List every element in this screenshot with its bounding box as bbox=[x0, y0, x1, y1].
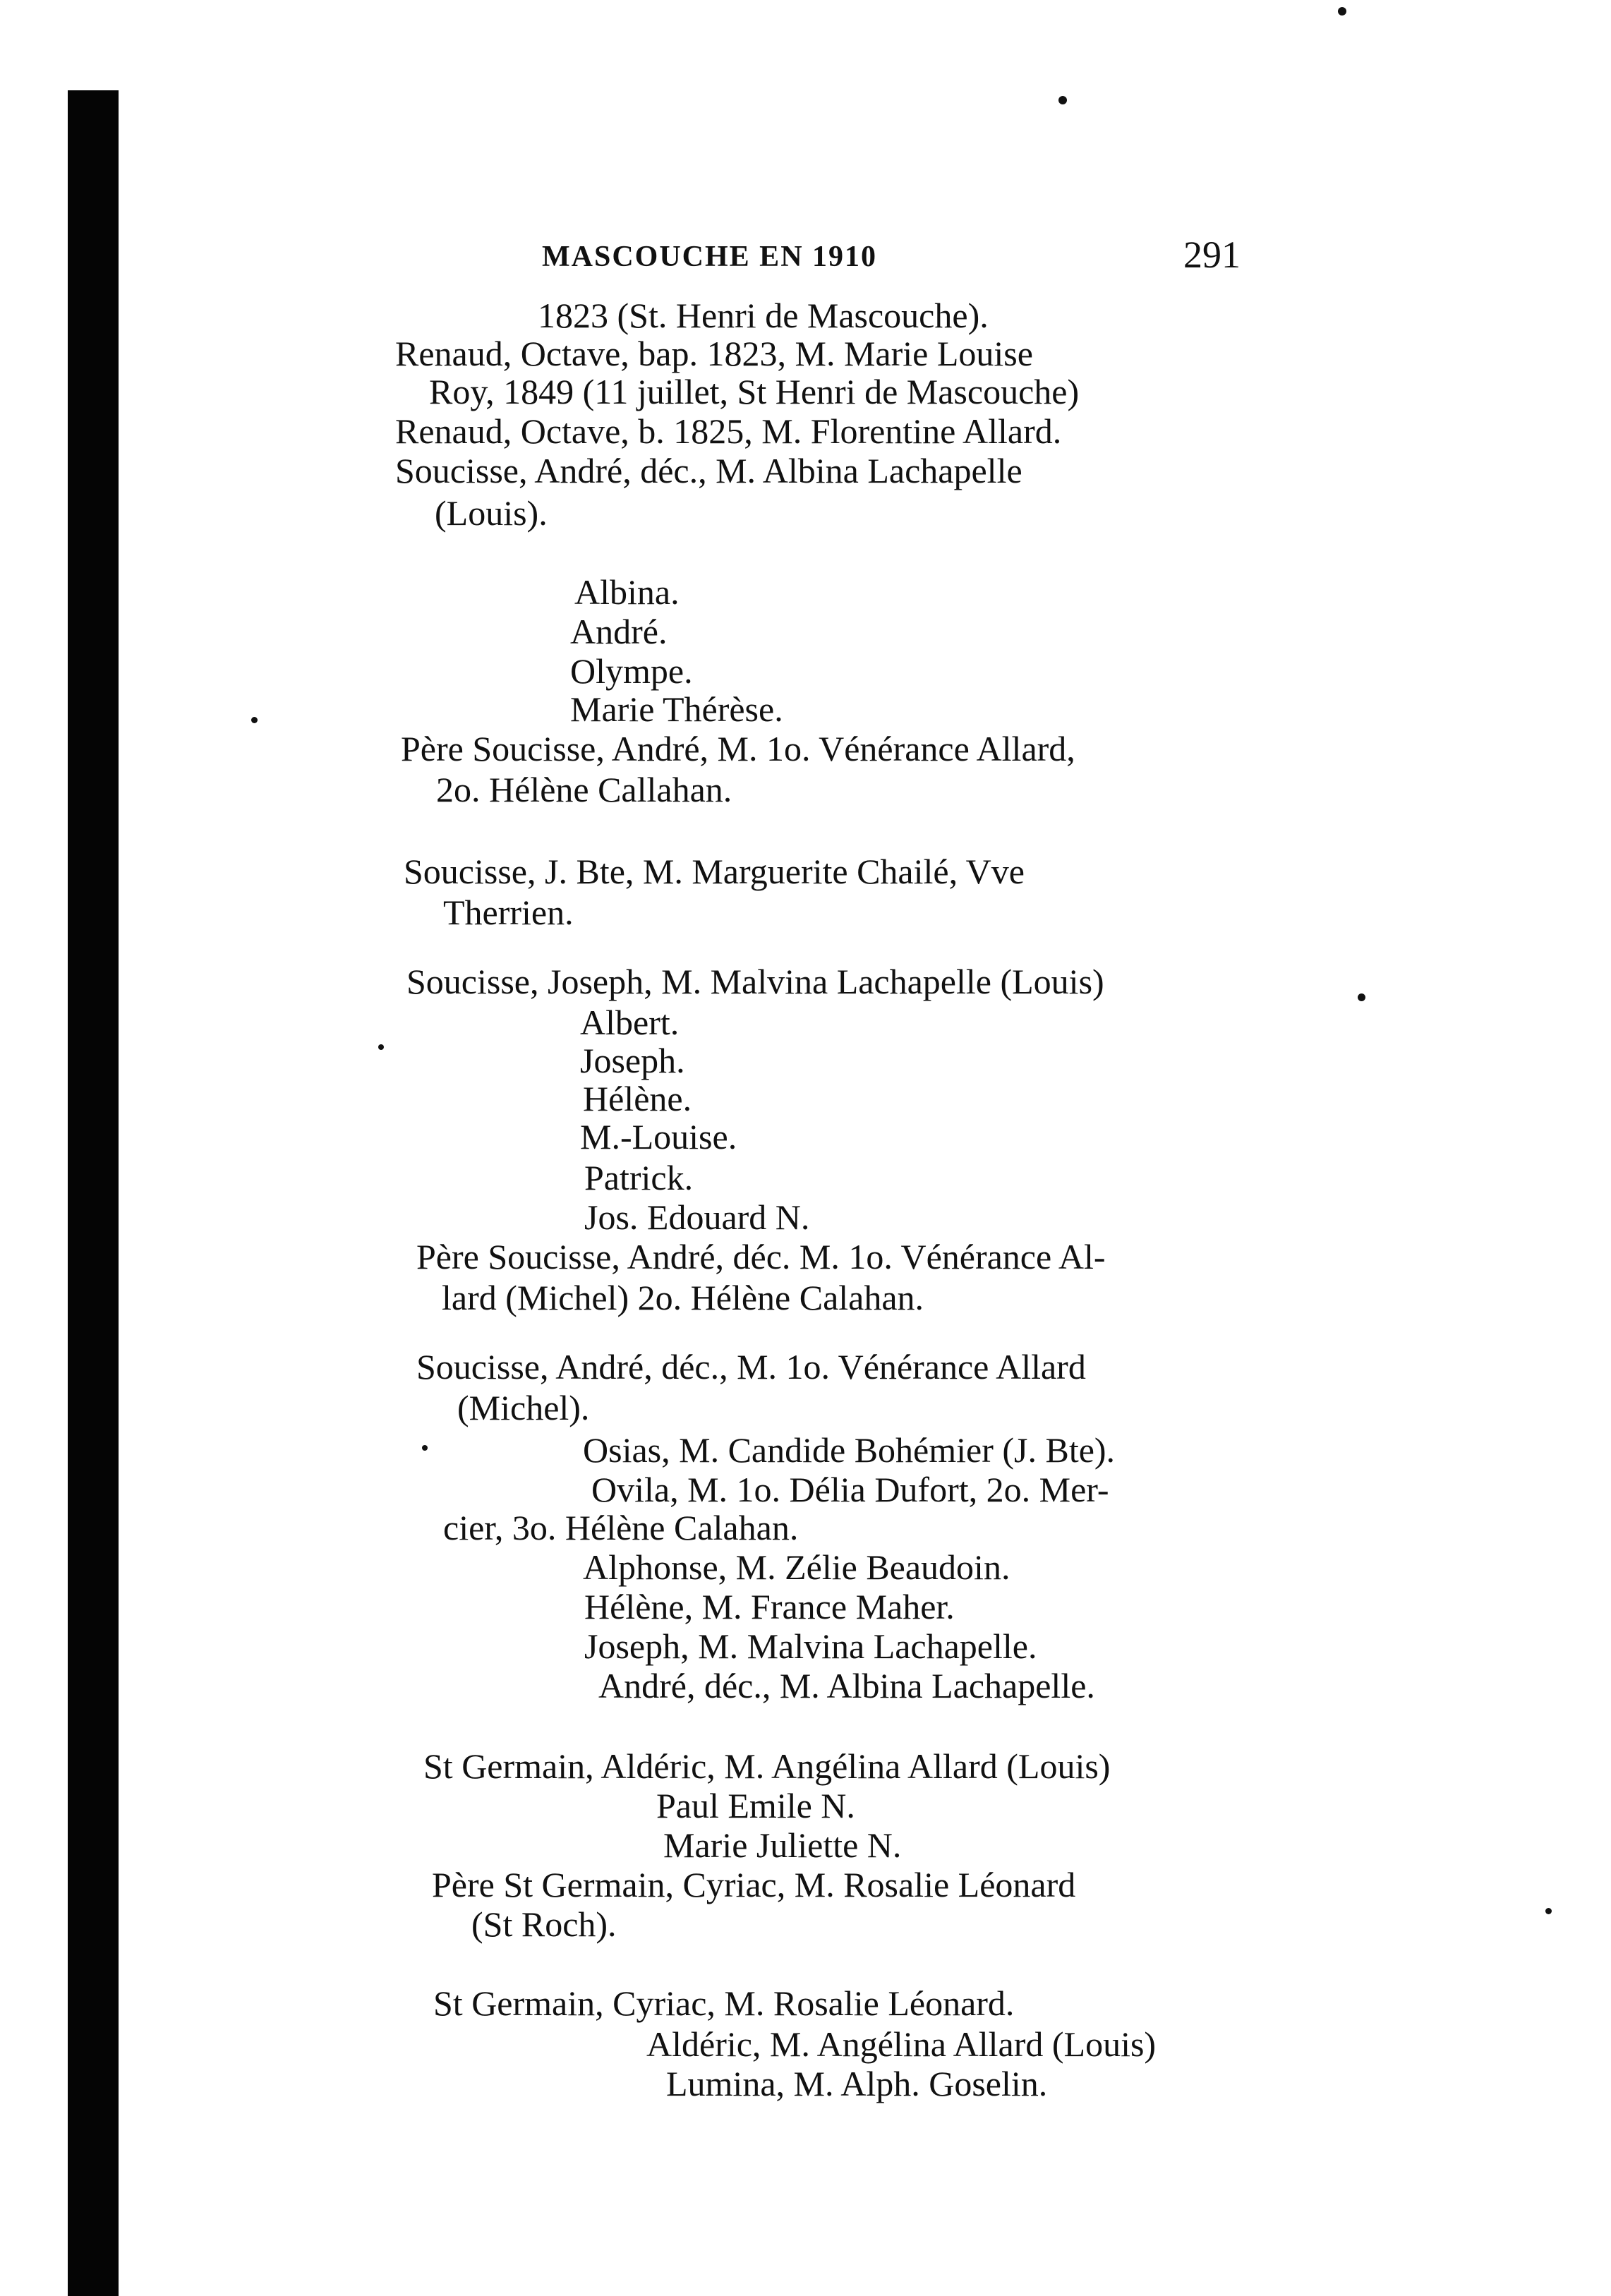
text-line: (Michel). bbox=[457, 1388, 590, 1427]
page-number: 291 bbox=[1183, 234, 1241, 276]
scan-speck bbox=[1545, 1908, 1552, 1914]
text-line: (Louis). bbox=[435, 493, 548, 533]
text-line: Soucisse, André, déc., M. Albina Lachapelle bbox=[395, 451, 1022, 490]
text-line: Renaud, Octave, bap. 1823, M. Marie Louise bbox=[395, 334, 1033, 373]
text-line: Hélène, M. France Maher. bbox=[584, 1587, 955, 1626]
text-line: Soucisse, Joseph, M. Malvina Lachapelle (Louis) bbox=[406, 962, 1104, 1001]
binding-edge-shadow bbox=[68, 90, 119, 2296]
text-line: Père Soucisse, André, déc. M. 1o. Vénérance Al- bbox=[416, 1237, 1106, 1276]
text-line: 1823 (St. Henri de Mascouche). bbox=[538, 296, 989, 335]
text-line: Père St Germain, Cyriac, M. Rosalie Léonard bbox=[432, 1865, 1076, 1904]
text-line: Soucisse, J. Bte, M. Marguerite Chailé, Vve bbox=[404, 852, 1025, 891]
text-line: Lumina, M. Alph. Goselin. bbox=[666, 2064, 1048, 2103]
text-line: lard (Michel) 2o. Hélène Calahan. bbox=[442, 1278, 924, 1317]
text-line: St Germain, Aldéric, M. Angélina Allard (Louis) bbox=[423, 1746, 1111, 1786]
text-line: Ovila, M. 1o. Délia Dufort, 2o. Mer- bbox=[591, 1470, 1109, 1509]
text-line: Joseph, M. Malvina Lachapelle. bbox=[584, 1626, 1037, 1666]
text-line: Père Soucisse, André, M. 1o. Vénérance Allard, bbox=[401, 729, 1075, 768]
page-header bbox=[542, 233, 1241, 282]
text-line: Olympe. bbox=[570, 651, 693, 691]
text-line: Soucisse, André, déc., M. 1o. Vénérance Allard bbox=[416, 1347, 1086, 1386]
text-line: Joseph. bbox=[580, 1041, 685, 1080]
scan-speck bbox=[1338, 7, 1346, 16]
text-line: Albert. bbox=[580, 1003, 680, 1042]
text-line: cier, 3o. Hélène Calahan. bbox=[443, 1508, 799, 1547]
text-line: Jos. Edouard N. bbox=[584, 1197, 810, 1237]
text-line: M.-Louise. bbox=[580, 1117, 737, 1156]
text-line: Paul Emile N. bbox=[656, 1786, 855, 1825]
text-line: Hélène. bbox=[583, 1079, 692, 1118]
text-line: Alphonse, M. Zélie Beaudoin. bbox=[583, 1547, 1010, 1587]
scan-speck bbox=[1058, 96, 1067, 104]
running-title: MASCOUCHE EN 1910 bbox=[542, 241, 878, 273]
text-line: (St Roch). bbox=[471, 1904, 617, 1944]
text-line: Therrien. bbox=[443, 893, 574, 932]
text-line: Aldéric, M. Angélina Allard (Louis) bbox=[646, 2024, 1157, 2064]
scan-speck bbox=[422, 1445, 428, 1451]
text-line: Osias, M. Candide Bohémier (J. Bte). bbox=[583, 1430, 1116, 1470]
text-line: Patrick. bbox=[584, 1158, 694, 1197]
text-line: Albina. bbox=[574, 572, 680, 612]
text-line: André, déc., M. Albina Lachapelle. bbox=[598, 1666, 1095, 1705]
scan-speck bbox=[251, 717, 258, 723]
text-line: St Germain, Cyriac, M. Rosalie Léonard. bbox=[433, 1983, 1015, 2023]
text-line: 2o. Hélène Callahan. bbox=[436, 770, 732, 809]
scan-speck bbox=[1358, 993, 1365, 1001]
text-line: Renaud, Octave, b. 1825, M. Florentine Allard. bbox=[395, 411, 1062, 451]
text-line: André. bbox=[570, 612, 668, 651]
text-line: Roy, 1849 (11 juillet, St Henri de Mascouche) bbox=[429, 372, 1080, 411]
text-line: Marie Thérèse. bbox=[570, 689, 783, 729]
scan-speck bbox=[378, 1044, 384, 1050]
text-line: Marie Juliette N. bbox=[663, 1825, 902, 1865]
